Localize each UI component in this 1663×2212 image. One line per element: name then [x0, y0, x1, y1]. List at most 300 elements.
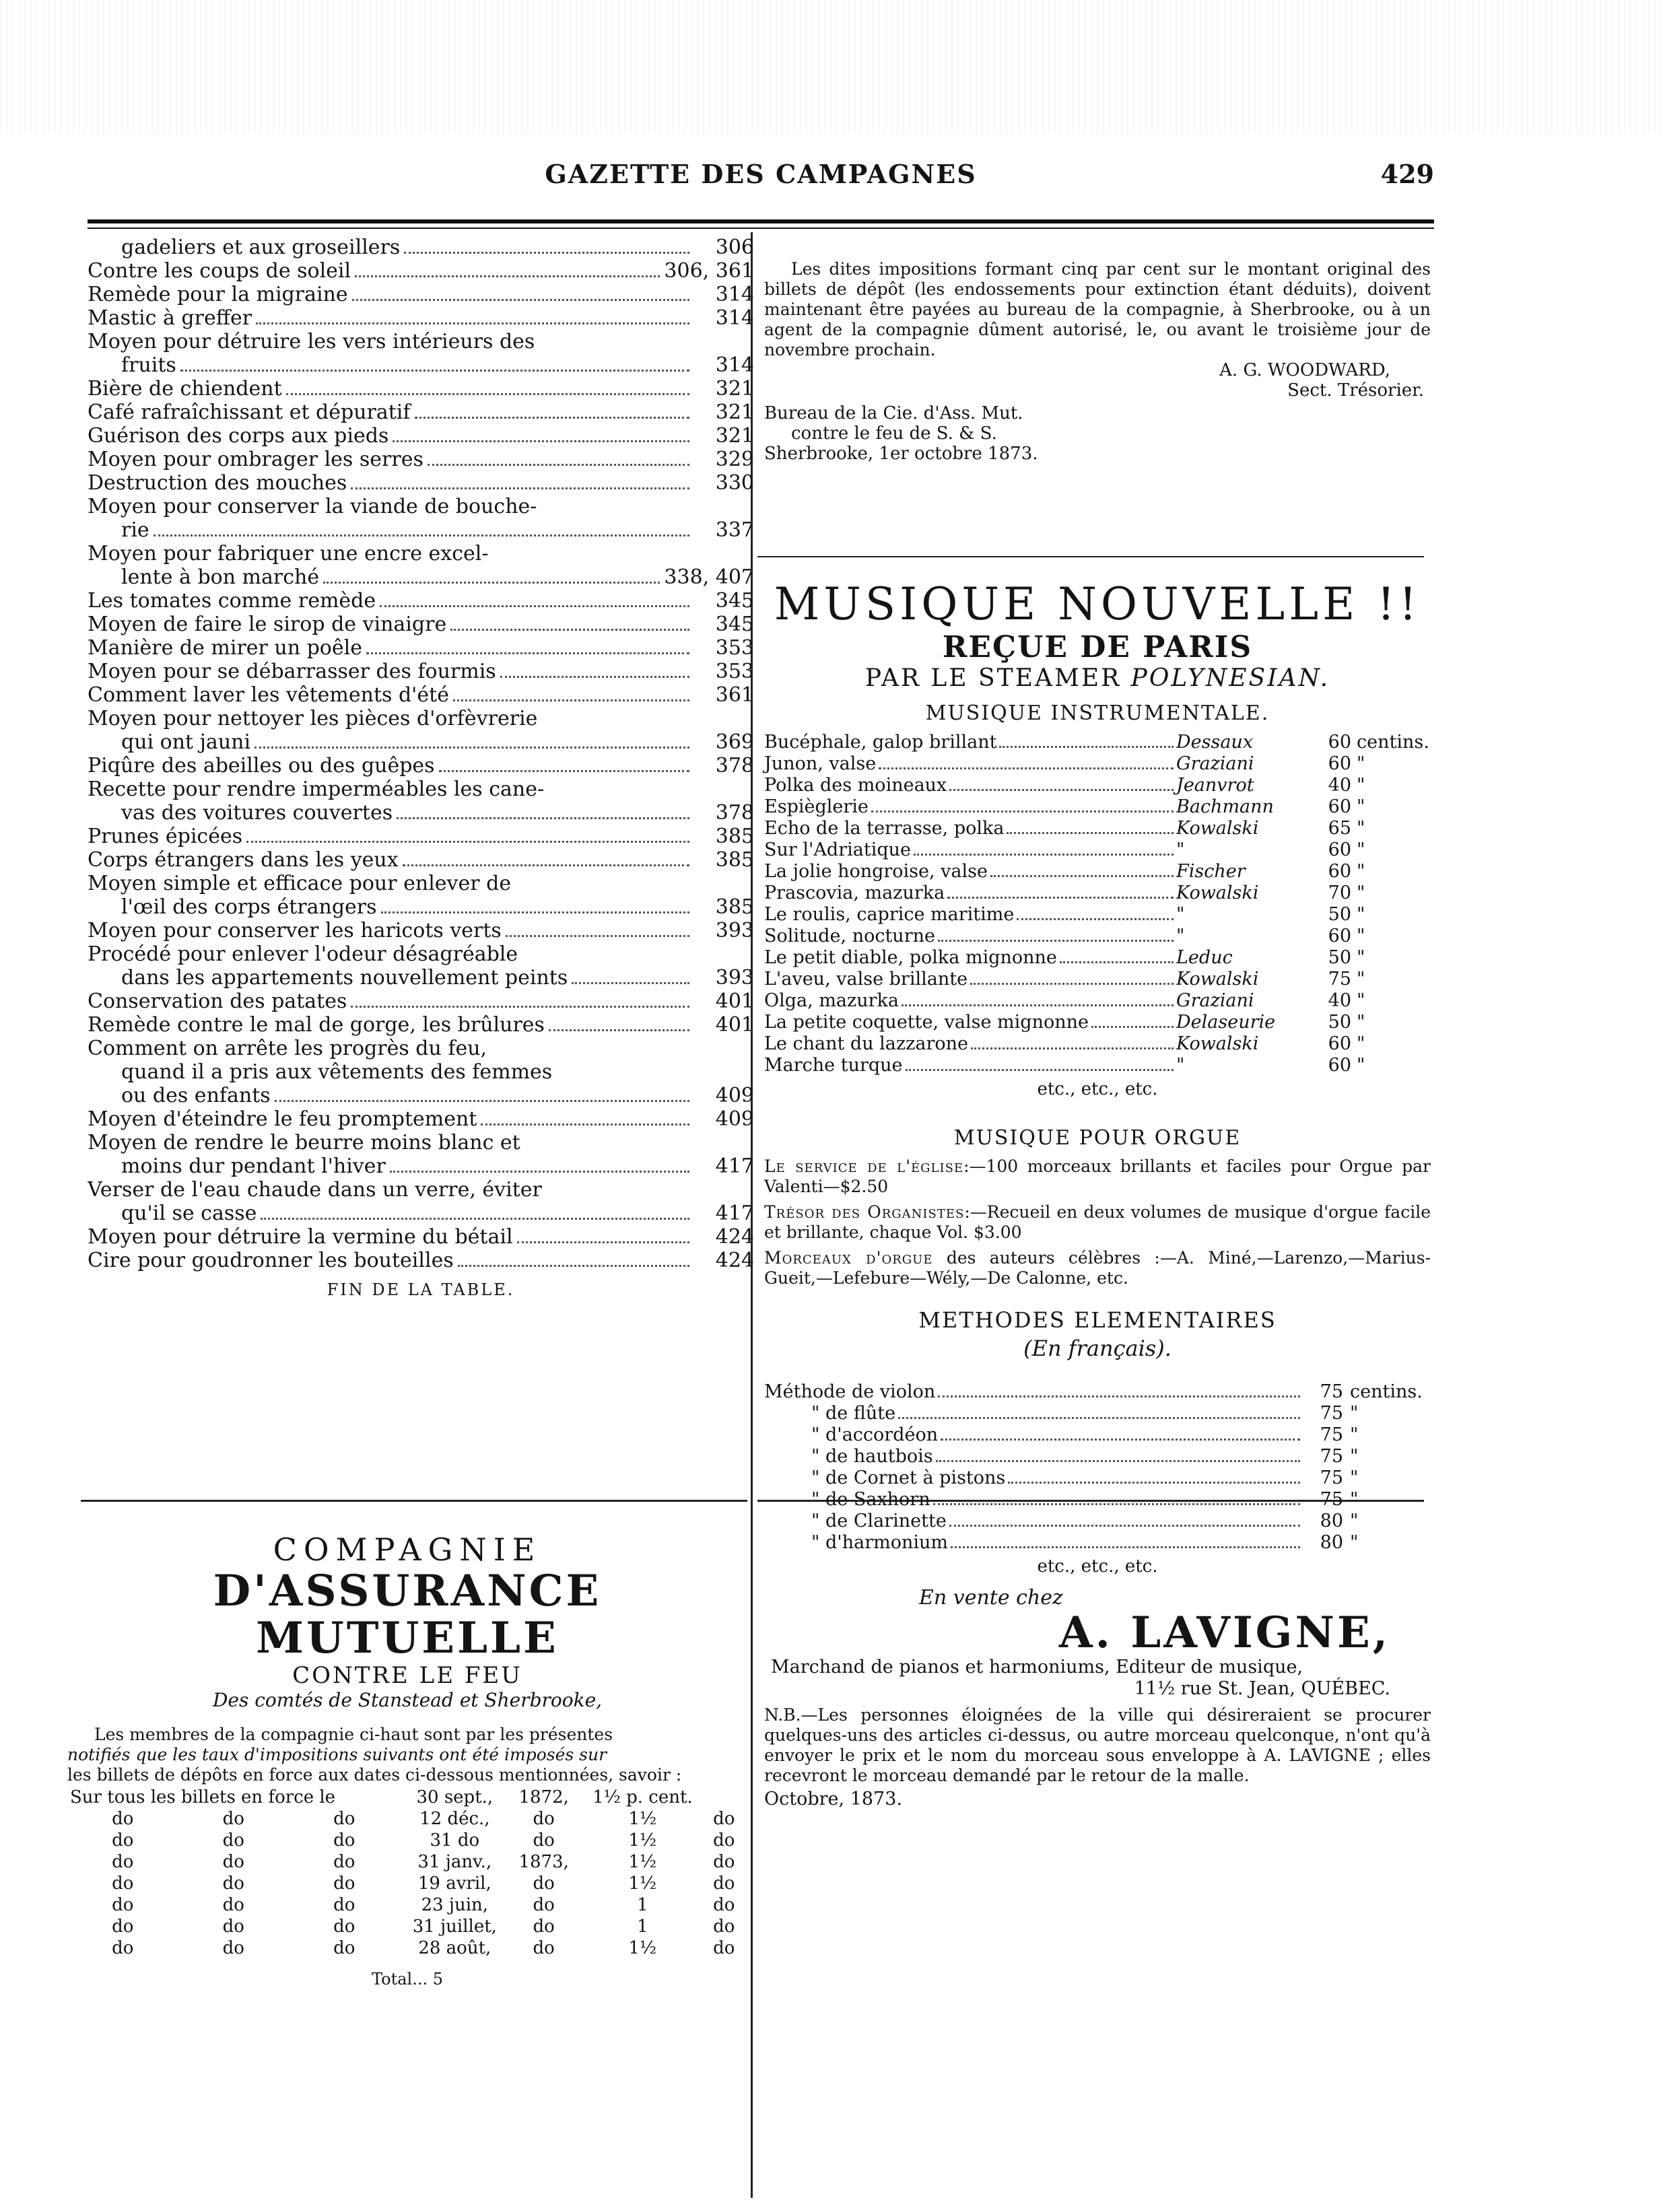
methode-price: 80 — [1320, 1511, 1343, 1531]
lavigne-line2: 11½ rue St. Jean, QUÉBEC. — [1134, 1678, 1390, 1699]
instr-unit: " — [1357, 818, 1365, 839]
rate-cell: do — [713, 1852, 735, 1872]
rate-cell: 1½ — [628, 1809, 657, 1829]
index-label: quand il a pris aux vêtements des femmes — [121, 1060, 553, 1084]
dot-leader — [366, 652, 689, 654]
index-row — [88, 1060, 754, 1084]
index-row — [88, 495, 754, 518]
rate-cell: 28 août, — [418, 1938, 491, 1958]
methode-title: " de Clarinette — [811, 1511, 947, 1531]
rates-table — [67, 1787, 741, 1959]
orgue-item-3-desc: des auteurs célèbres :—A. Miné,—Larenzo,—Marius-Gueit,—Lefebure—Wély,—De Calonne, etc. — [764, 1248, 1431, 1288]
index-row — [88, 518, 754, 542]
dot-leader — [393, 440, 689, 442]
instr-row — [764, 732, 1431, 753]
methode-price: 75 — [1320, 1424, 1343, 1445]
instr-row — [764, 1012, 1431, 1033]
index-page: 330 — [715, 471, 754, 495]
index-label: Café rafraîchissant et dépuratif — [88, 401, 411, 424]
instr-author: Graziani — [1176, 990, 1254, 1011]
instr-unit: " — [1357, 1012, 1365, 1033]
methode-row — [764, 1403, 1431, 1424]
instr-price: 60 — [1328, 753, 1351, 774]
index-row — [88, 777, 754, 801]
rate-cell: do — [713, 1809, 735, 1829]
rate-cell: Sur tous les billets en force le — [70, 1787, 336, 1807]
instr-price: 65 — [1328, 818, 1351, 839]
index-page: 417 — [715, 1202, 754, 1225]
rate-cell: 1873, — [518, 1852, 569, 1872]
rate-cell: 23 juin, — [421, 1895, 489, 1915]
dot-leader — [403, 864, 689, 866]
instr-row — [764, 1033, 1431, 1055]
instr-author: Kowalski — [1176, 818, 1259, 839]
methode-row — [764, 1511, 1431, 1532]
dot-leader — [481, 1124, 689, 1126]
compagnie-line2: D'ASSURANCE MUTUELLE — [213, 1566, 602, 1663]
index-row — [88, 401, 754, 424]
instr-price: 60 — [1328, 1033, 1351, 1054]
dot-leader — [458, 1265, 689, 1267]
instr-price: 75 — [1328, 969, 1351, 990]
scan-noise — [0, 0, 1663, 135]
dot-leader — [506, 935, 689, 937]
index-label: Les tomates comme remède — [88, 589, 376, 613]
instr-row — [764, 926, 1431, 947]
dot-leader — [323, 582, 660, 584]
rate-cell: do — [222, 1830, 244, 1851]
index-page: 353 — [715, 636, 754, 660]
instr-author: " — [1176, 926, 1185, 946]
rate-cell: do — [222, 1938, 244, 1958]
methode-unit: " — [1350, 1467, 1359, 1488]
instr-price: 60 — [1328, 839, 1351, 860]
methode-row — [764, 1489, 1431, 1511]
instr-author: " — [1176, 1055, 1185, 1076]
musique-title: MUSIQUE NOUVELLE !! — [774, 578, 1421, 630]
methode-unit: " — [1350, 1403, 1359, 1424]
rate-cell: do — [112, 1916, 134, 1937]
rate-cell: do — [533, 1895, 555, 1915]
instr-price: 70 — [1328, 883, 1351, 903]
index-row — [88, 377, 754, 401]
instr-row — [764, 753, 1431, 775]
index-label: Moyen pour détruire la vermine du bétail — [88, 1225, 513, 1249]
rate-cell: 1 — [637, 1916, 648, 1937]
index-row — [88, 754, 754, 777]
instr-etc: etc., etc., etc. — [1037, 1079, 1158, 1099]
index-label: Remède contre le mal de gorge, les brûlures — [88, 1013, 545, 1037]
table-index — [88, 236, 754, 1299]
orgue-item-2-title: Trésor des Organistes — [764, 1202, 965, 1222]
instr-row — [764, 861, 1431, 883]
instr-price: 60 — [1328, 926, 1351, 946]
instr-author: Kowalski — [1176, 969, 1259, 990]
index-label: Moyen pour nettoyer les pièces d'orfèvrerie — [88, 707, 538, 730]
instr-author: Bachmann — [1176, 796, 1274, 817]
index-row — [88, 1202, 754, 1225]
index-row — [88, 636, 754, 660]
index-page: 345 — [715, 613, 754, 636]
instr-author: " — [1176, 839, 1185, 860]
signer-title: Sect. Trésorier. — [1287, 380, 1424, 401]
dot-leader — [246, 841, 689, 843]
instr-title: Prascovia, mazurka — [764, 883, 945, 903]
dot-leader — [970, 983, 1174, 985]
methode-unit: " — [1350, 1446, 1359, 1467]
index-page: 338, 407 — [664, 565, 754, 589]
index-label: Comment laver les vêtements d'été — [88, 683, 449, 707]
index-label: qu'il se casse — [121, 1202, 257, 1225]
index-row — [88, 236, 754, 259]
index-row — [88, 919, 754, 942]
instr-row — [764, 990, 1431, 1012]
instr-row — [764, 883, 1431, 904]
instr-unit: " — [1357, 904, 1365, 925]
index-row — [88, 542, 754, 565]
index-label: Moyen pour détruire les vers intérieurs des — [88, 330, 535, 353]
rate-cell: 19 avril, — [417, 1873, 491, 1894]
methode-price: 80 — [1320, 1532, 1343, 1553]
index-label: Bière de chiendent — [88, 377, 282, 401]
dot-leader — [439, 770, 689, 772]
index-row — [88, 895, 754, 919]
dot-leader — [397, 817, 689, 819]
index-row — [88, 330, 754, 353]
dot-leader — [154, 534, 689, 537]
methode-title: " d'harmonium — [811, 1532, 948, 1553]
rate-cell: do — [533, 1830, 555, 1851]
index-label: Moyen pour conserver les haricots verts — [88, 919, 502, 942]
instr-price: 50 — [1328, 947, 1351, 968]
methode-title: " de Cornet à pistons — [811, 1467, 1006, 1488]
compagnie-line4: Des comtés de Stanstead et Sherbrooke, — [212, 1689, 603, 1711]
instr-author: " — [1176, 904, 1185, 925]
index-label: Verser de l'eau chaude dans un verre, éviter — [88, 1178, 542, 1202]
instr-row — [764, 775, 1431, 796]
index-row — [88, 872, 754, 895]
rate-row — [67, 1916, 741, 1937]
instr-row — [764, 796, 1431, 818]
rate-cell: 1½ — [628, 1873, 657, 1894]
rate-cell: do — [713, 1938, 735, 1958]
rate-cell: do — [333, 1873, 355, 1894]
methode-row — [764, 1424, 1431, 1446]
instr-row — [764, 904, 1431, 926]
methode-title: " d'accordéon — [811, 1424, 939, 1445]
index-page: 314 — [715, 283, 754, 306]
rate-cell: do — [222, 1895, 244, 1915]
instr-unit: " — [1357, 839, 1365, 860]
index-page: 321 — [715, 377, 754, 401]
index-row — [88, 1178, 754, 1202]
rate-cell: do — [112, 1873, 134, 1894]
nb-text: N.B.—Les personnes éloignées de la ville qui désireraient se procurer quelques-uns des articles ci-dessus, ou autre morceau quelconque, n'ont qu'à envoyer le prix et le nom du morceau sous enveloppe à A. LAVIGNE ; elles recevront le morceau demandé par le retour de la malle. — [764, 1705, 1431, 1785]
index-row — [88, 1154, 754, 1178]
bureau-line2: contre le feu de S. & S. — [791, 423, 997, 444]
rate-cell: 31 do — [430, 1830, 480, 1851]
rate-row — [67, 1830, 741, 1851]
index-page: 345 — [715, 589, 754, 613]
instr-price: 40 — [1328, 990, 1351, 1011]
fin-de-la-table: FIN DE LA TABLE. — [327, 1280, 515, 1299]
index-row — [88, 1131, 754, 1154]
rate-cell: do — [112, 1830, 134, 1851]
methode-title: " de flûte — [811, 1403, 896, 1424]
rate-cell: do — [333, 1895, 355, 1915]
dot-leader — [254, 747, 689, 749]
index-row — [88, 1225, 754, 1249]
dot-leader — [949, 1525, 1300, 1527]
index-label: Corps étrangers dans les yeux — [88, 848, 399, 872]
dot-leader — [938, 1395, 1300, 1397]
dot-leader — [572, 982, 689, 984]
index-page: 409 — [715, 1084, 754, 1107]
instr-unit: " — [1357, 947, 1365, 968]
methode-price: 75 — [1320, 1446, 1343, 1467]
methodes-sub: (En français). — [1023, 1336, 1172, 1361]
index-row — [88, 424, 754, 448]
compagnie-intro-c: les billets de dépôts en force aux dates ci-dessous mentionnées, savoir : — [67, 1765, 682, 1785]
methode-price: 75 — [1320, 1403, 1343, 1424]
index-page: 385 — [715, 895, 754, 919]
dot-leader — [1017, 918, 1174, 920]
dot-leader — [999, 746, 1174, 748]
index-row — [88, 471, 754, 495]
rate-row — [67, 1851, 741, 1873]
page-header — [88, 159, 1434, 193]
rate-cell: do — [333, 1938, 355, 1958]
dot-leader — [951, 1546, 1300, 1548]
dot-leader — [902, 1004, 1174, 1006]
rate-cell: do — [713, 1873, 735, 1894]
rate-cell: do — [713, 1830, 735, 1851]
dot-leader — [914, 854, 1174, 856]
rate-row — [67, 1894, 741, 1916]
lavigne-line1: Marchand de pianos et harmoniums, Editeur de musique, — [771, 1657, 1303, 1678]
instr-title: Le roulis, caprice maritime — [764, 904, 1015, 925]
instr-price: 50 — [1328, 1012, 1351, 1033]
instr-unit: " — [1357, 861, 1365, 882]
instr-price: 50 — [1328, 904, 1351, 925]
index-row — [88, 848, 754, 872]
dot-leader — [261, 1218, 689, 1220]
rate-cell: 1 — [637, 1895, 648, 1915]
index-label: Guérison des corps aux pieds — [88, 424, 389, 448]
index-label: ou des enfants — [121, 1084, 271, 1107]
index-label: Manière de mirer un poêle — [88, 636, 362, 660]
instr-title: Junon, valse — [764, 753, 877, 774]
rate-cell: do — [112, 1852, 134, 1872]
index-label: Moyen de faire le sirop de vinaigre — [88, 613, 447, 636]
index-row — [88, 589, 754, 613]
instr-row — [764, 969, 1431, 990]
rate-cell: do — [333, 1830, 355, 1851]
dot-leader — [1091, 1026, 1174, 1028]
instr-list — [764, 732, 1431, 1076]
index-page: 306 — [715, 236, 754, 259]
bureau-line1: Bureau de la Cie. d'Ass. Mut. — [764, 403, 1023, 423]
instr-price: 60 — [1328, 732, 1351, 753]
instr-title: Marche turque — [764, 1055, 903, 1076]
instr-author: Jeanvrot — [1176, 775, 1254, 796]
index-row — [88, 990, 754, 1013]
index-page: 306, 361 — [664, 259, 754, 283]
instr-unit: " — [1357, 775, 1365, 796]
index-row — [88, 565, 754, 589]
index-label: Moyen simple et efficace pour enlever de — [88, 872, 512, 895]
dot-leader — [286, 393, 689, 395]
dot-leader — [871, 810, 1174, 813]
notice-text: Les dites impositions formant cinq par cent sur le montant original des billets de dépôt (les endossements pour extinction étant déduits), doivent maintenant être payées au bureau de la compagnie, à Sherbrooke, ou à un agent de la compagnie dûment autorisé, le, ou avant le troisième jour de novembre prochain. — [764, 259, 1431, 359]
index-page: 401 — [715, 990, 754, 1013]
header-rule-thick — [88, 219, 1434, 223]
rate-cell: 1½ p. cent. — [592, 1787, 693, 1807]
dot-leader — [355, 275, 660, 277]
methode-row — [764, 1446, 1431, 1467]
index-label: Prunes épicées — [88, 825, 243, 848]
index-page: 314 — [715, 353, 754, 377]
dot-leader — [380, 605, 689, 607]
compagnie-line3: CONTRE LE FEU — [292, 1662, 522, 1689]
dot-leader — [180, 370, 689, 372]
dot-leader — [898, 1417, 1300, 1419]
left-section-rule — [81, 1500, 747, 1502]
index-label: Comment on arrête les progrès du feu, — [88, 1037, 487, 1060]
index-label: Mastic à greffer — [88, 306, 252, 330]
index-row — [88, 660, 754, 683]
dot-leader — [971, 1047, 1174, 1049]
instr-unit: " — [1357, 969, 1365, 990]
dot-leader — [1007, 832, 1174, 834]
dot-leader — [428, 464, 689, 466]
index-label: Destruction des mouches — [88, 471, 347, 495]
index-row — [88, 283, 754, 306]
index-page: 314 — [715, 306, 754, 330]
rate-cell: 1½ — [628, 1852, 657, 1872]
index-row — [88, 1013, 754, 1037]
index-row — [88, 448, 754, 471]
instr-unit: " — [1357, 1033, 1365, 1054]
instr-unit: " — [1357, 926, 1365, 946]
instr-unit: " — [1357, 1055, 1365, 1076]
steamer-name: POLYNESIAN. — [1130, 664, 1330, 692]
dot-leader — [256, 322, 689, 324]
index-page: 424 — [715, 1225, 754, 1249]
index-page: 321 — [715, 401, 754, 424]
index-row — [88, 801, 754, 825]
rate-cell: do — [112, 1938, 134, 1958]
orgue-item-1-title: Le service de l'église — [764, 1156, 964, 1176]
index-label: Conservation des patates — [88, 990, 347, 1013]
rate-cell: do — [222, 1852, 244, 1872]
index-page: 401 — [715, 1013, 754, 1037]
methodes-heading: METHODES ELEMENTAIRES — [918, 1307, 1277, 1333]
methode-unit: centins. — [1350, 1381, 1423, 1402]
compagnie-intro-a: Les membres de la compagnie ci-haut sont par les présentes — [94, 1725, 613, 1744]
dot-leader — [517, 1241, 689, 1243]
rate-cell: 1872, — [518, 1787, 569, 1807]
rate-cell: 30 sept., — [416, 1787, 494, 1807]
rate-cell: do — [222, 1873, 244, 1894]
index-row — [88, 1037, 754, 1060]
index-label: Procédé pour enlever l'odeur désagréable — [88, 942, 518, 966]
dot-leader — [453, 699, 689, 701]
dot-leader — [933, 1503, 1300, 1505]
rate-row — [67, 1808, 741, 1830]
instr-unit: " — [1357, 753, 1365, 774]
index-row — [88, 1084, 754, 1107]
instr-title: Echo de la terrasse, polka — [764, 818, 1005, 839]
index-page: 369 — [715, 730, 754, 754]
index-page: 337 — [715, 518, 754, 542]
methode-row — [764, 1532, 1431, 1554]
steamer-prefix: PAR LE STEAMER — [864, 664, 1122, 692]
rate-cell: do — [533, 1938, 555, 1958]
orgue-item-1 — [764, 1156, 1431, 1197]
index-row — [88, 353, 754, 377]
rate-cell: 12 déc., — [419, 1809, 490, 1829]
index-row — [88, 942, 754, 966]
dot-leader — [990, 875, 1174, 877]
instr-author: Fischer — [1176, 861, 1246, 882]
dot-leader — [404, 252, 689, 254]
rate-cell: do — [333, 1809, 355, 1829]
dot-leader — [906, 1069, 1174, 1071]
signer: A. G. WOODWARD, — [1219, 360, 1390, 380]
index-label: Remède pour la migraine — [88, 283, 348, 306]
rate-cell: do — [222, 1916, 244, 1937]
index-row — [88, 966, 754, 990]
index-label: Cire pour goudronner les bouteilles — [88, 1249, 454, 1272]
steamer-line — [764, 664, 1431, 692]
index-row — [88, 259, 754, 283]
instr-price: 60 — [1328, 1055, 1351, 1076]
instr-unit: " — [1357, 883, 1365, 903]
methode-row — [764, 1467, 1431, 1489]
methode-title: " de Saxhorn — [811, 1489, 930, 1510]
rate-cell: do — [533, 1873, 555, 1894]
dot-leader — [938, 940, 1174, 942]
orgue-item-2 — [764, 1202, 1431, 1243]
index-label: Moyen d'éteindre le feu promptement — [88, 1107, 477, 1131]
instr-price: 60 — [1328, 861, 1351, 882]
dot-leader — [500, 676, 689, 678]
page-number: 429 — [1380, 159, 1434, 189]
rate-cell: do — [533, 1809, 555, 1829]
dot-leader — [352, 299, 689, 301]
orgue-item-1-desc: :—100 morceaux brillants et faciles pour Orgue par Valenti—$2.50 — [764, 1156, 1431, 1196]
compagnie-line1: COMPAGNIE — [273, 1531, 542, 1568]
instr-row — [764, 1055, 1431, 1076]
index-label: Recette pour rendre imperméables les cane- — [88, 777, 545, 801]
instr-unit: " — [1357, 796, 1365, 817]
dot-leader — [1060, 961, 1174, 963]
index-page: 417 — [715, 1154, 754, 1178]
instr-author: Delaseurie — [1176, 1012, 1276, 1033]
index-page: 378 — [715, 801, 754, 825]
methode-price: 75 — [1320, 1489, 1343, 1510]
rate-cell: do — [333, 1852, 355, 1872]
methodes-etc: etc., etc., etc. — [1037, 1556, 1158, 1577]
instr-title: La petite coquette, valse mignonne — [764, 1012, 1089, 1033]
methode-price: 75 — [1320, 1467, 1343, 1488]
index-page: 378 — [715, 754, 754, 777]
index-row — [88, 730, 754, 754]
dot-leader — [351, 1006, 689, 1008]
impositions-notice — [764, 259, 1431, 464]
bureau-line3: Sherbrooke, 1er octobre 1873. — [764, 444, 1038, 464]
